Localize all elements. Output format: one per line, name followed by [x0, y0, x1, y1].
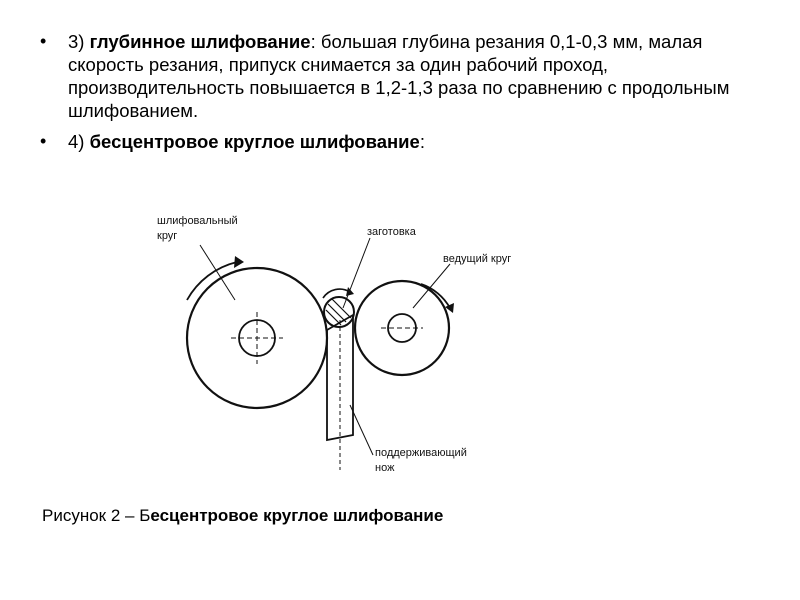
bullet-term: бесцентровое круглое шлифование: [89, 131, 420, 152]
bullet-item-centerless-grinding: [40, 130, 760, 153]
grinding-wheel-rotation-arrow-icon: [187, 262, 237, 300]
grinding-wheel-arrowhead-icon: [234, 256, 244, 268]
label-support-knife-line1: поддерживающий: [375, 447, 467, 459]
bullet-item-deep-grinding: [40, 30, 760, 122]
bullet-dot-icon: •: [40, 31, 47, 51]
label-grinding-wheel-line2: круг: [157, 230, 178, 242]
bullet-list: [40, 30, 760, 161]
bullet-number: 4): [68, 131, 85, 152]
centerless-grinding-diagram: [145, 200, 575, 490]
figure-caption: [42, 506, 443, 526]
label-support-knife-line2: нож: [375, 462, 395, 474]
leader-driving-wheel: [413, 264, 450, 308]
workpiece-hatch-2: [332, 299, 351, 318]
bullet-text: : большая глубина резания 0,1-0,3 мм, малая скорость резания, припуск снимается за один рабочий проход, производительность повышается в 1,2-1,3 раза по сравнению с продольным шлифованием.: [68, 31, 730, 121]
workpiece-arrowhead-icon: [346, 287, 354, 296]
caption-bold: есцентровое круглое шлифование: [150, 506, 444, 525]
bullet-dot-icon: •: [40, 131, 47, 151]
bullet-text: :: [419, 131, 425, 152]
diagram-svg: [145, 200, 575, 490]
bullet-term: глубинное шлифование: [89, 31, 311, 52]
bullet-number: 3): [68, 31, 85, 52]
label-workpiece: заготовка: [367, 226, 416, 238]
label-grinding-wheel-line1: шлифовальный: [157, 215, 238, 227]
caption-prefix: Рисунок 2 – Б: [42, 506, 151, 525]
label-driving-wheel: ведущий круг: [443, 253, 512, 265]
